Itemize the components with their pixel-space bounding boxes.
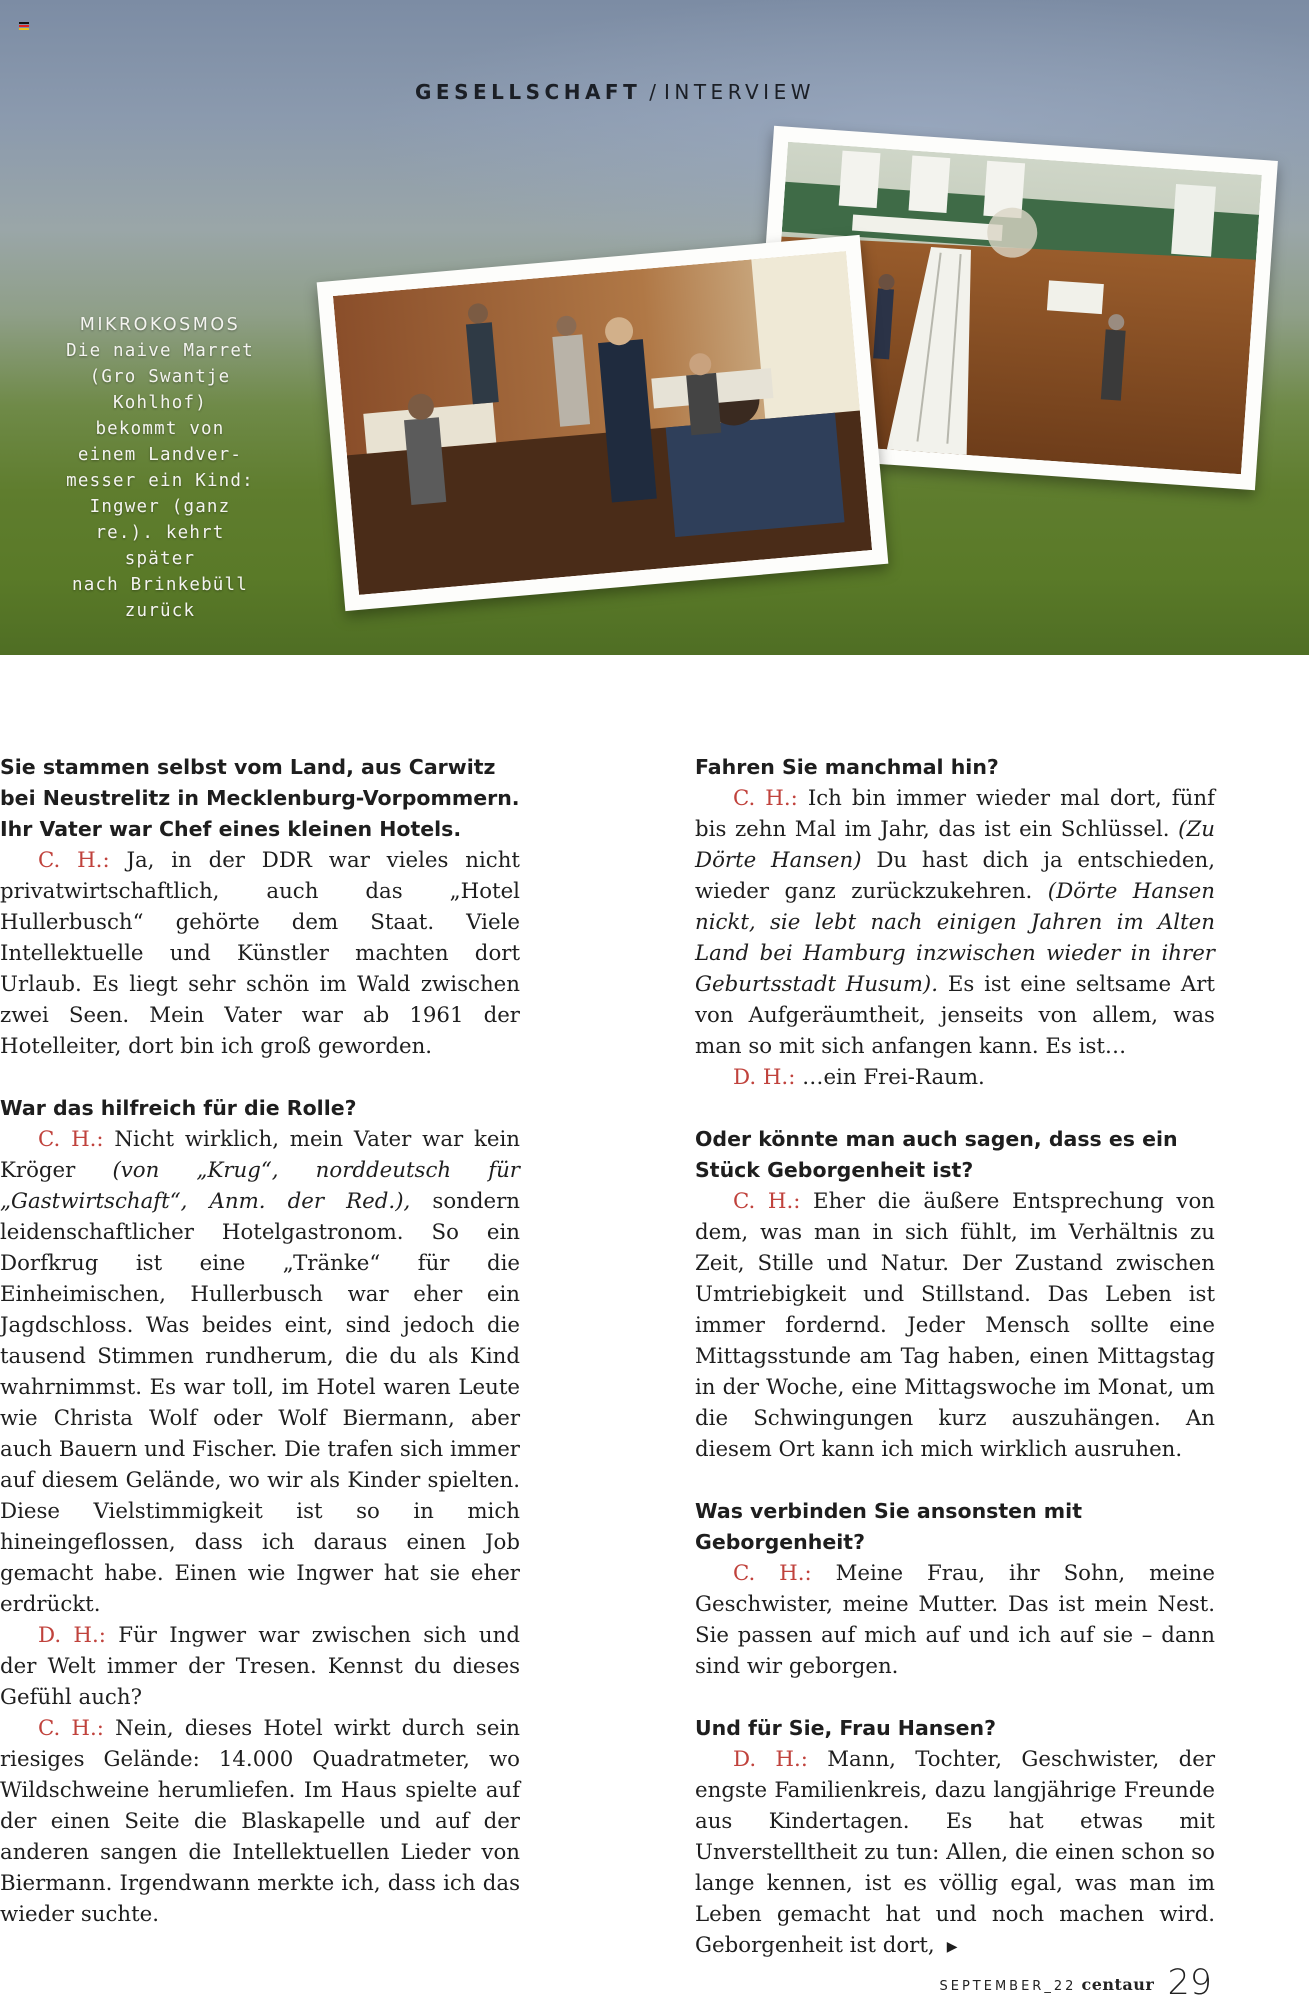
speaker-label: C. H.: — [38, 1716, 104, 1741]
caption-line: messer ein Kind: — [66, 471, 254, 491]
speaker-label: D. H.: — [733, 1747, 808, 1772]
interview-answer — [695, 1062, 1215, 1093]
caption-line: nach Brinkebüll — [71, 575, 249, 595]
article-column-right — [695, 752, 1215, 1963]
interview-question: Sie stammen selbst vom Land, aus Carwitz bei Neustrelitz in Mecklenburg-Vorpommern. Ihr Vater war Chef eines kleinen Hotels. — [0, 755, 520, 841]
speaker-label: C. H.: — [38, 848, 110, 873]
caption-line: re.). kehrt später — [95, 523, 225, 569]
interview-answer — [695, 1558, 1215, 1682]
interview-answer — [695, 783, 1215, 1062]
stage-note: (Zu Dörte Hansen) — [695, 817, 1215, 873]
page-footer — [940, 1963, 1213, 2003]
caption-line: Kohlhof) — [113, 393, 207, 413]
caption-line: (Gro Swantje — [89, 367, 231, 387]
interview-question: Fahren Sie manchmal hin? — [695, 755, 999, 779]
interview-question: Und für Sie, Frau Hansen? — [695, 1716, 996, 1740]
answer-text: Ja, in der DDR war vieles nicht privatwirtschaftlich, auch das „Hotel Hullerbusch“ gehörte dem Staat. Viele Intellektuelle und Künstler machten dort Urlaub. Es liegt sehr schön im Wald zwischen zwei Seen. Mein Vater war ab 1961 der Hotelleiter, dort bin ich groß geworden. — [0, 848, 520, 1059]
section-label: GESELLSCHAFT — [414, 80, 642, 104]
article-column-left — [0, 752, 520, 1930]
caption-line: Ingwer (ganz — [89, 497, 231, 517]
restaurant-illustration — [333, 251, 872, 595]
editor-note: (von „Krug“, norddeutsch für „Gastwirtschaft“, Anm. der Red.), — [0, 1158, 520, 1214]
stage-note: (Dörte Hansen nickt, sie lebt nach einigen Jahren im Alten Land bei Hamburg inzwischen wieder in ihrer Geburtsstadt Husum). — [695, 879, 1215, 997]
photo-restaurant — [317, 235, 889, 611]
answer-text: Für Ingwer war zwischen sich und der Welt immer der Tresen. Kennst du dieses Gefühl auch? — [0, 1623, 520, 1710]
speaker-label: D. H.: — [733, 1065, 796, 1090]
interview-answer — [695, 1744, 1215, 1963]
hero-image — [0, 0, 1309, 655]
answer-text: Du hast dich ja entschieden, wieder ganz zurückzukehren. — [695, 848, 1215, 904]
answer-text: Meine Frau, ihr Sohn, meine Geschwister, meine Mutter. Das ist mein Nest. Sie passen auf mich auf und ich auf sie – dann sind wir geborgen. — [695, 1561, 1215, 1679]
interview-answer — [0, 1124, 520, 1620]
interview-question: Oder könnte man auch sagen, dass es ein Stück Geborgenheit ist? — [695, 1127, 1178, 1182]
answer-text: Es ist eine seltsame Art von Aufgeräumtheit, jenseits von allem, was man so mit sich anfangen kann. Es ist… — [695, 972, 1215, 1059]
caption-line: Die naive Marret — [66, 341, 254, 361]
interview-answer — [0, 845, 520, 1062]
page-number: 29 — [1167, 1963, 1212, 2003]
continue-arrow-icon: ▶ — [946, 1939, 958, 1955]
flag-icon — [19, 22, 29, 29]
speaker-label: C. H.: — [733, 786, 798, 811]
answer-text: sondern leidenschaftlicher Hotelgastronom. So ein Dorfkrug ist eine „Tränke“ für die Einheimischen, Hullerbusch war eher ein Jagdschloss. Was beides eint, sind jedoch die tausend Stimmen rundherum, die du als Kind wahrnimmst. Es war toll, im Hotel waren Leute wie Christa Wolf oder Wolf Biermann, aber auch Bauern und Fischer. Die trafen sich immer auf diesem Gelände, wo wir als Kinder spielten. Diese Vielstimmigkeit ist so in mich hineingeflossen, dass ich daraus einen Job gemacht habe. Einen wie Ingwer hat sie eher erdrückt. — [0, 1189, 520, 1617]
interview-question: War das hilfreich für die Rolle? — [0, 1096, 357, 1120]
caption-line: zurück — [124, 601, 196, 621]
subsection-label: INTERVIEW — [663, 80, 815, 104]
answer-text: Nein, dieses Hotel wirkt durch sein riesiges Gelände: 14.000 Quadratmeter, wo Wildschweine herumliefen. Im Haus spielte auf der einen Seite die Blaskapelle und auf der anderen sangen die Intellektuellen Lieder von Biermann. Irgendwann merkte ich, dass ich das wieder suchte. — [0, 1716, 520, 1927]
answer-text: Ich bin immer wieder mal dort, fünf bis zehn Mal im Jahr, das ist ein Schlüssel. — [695, 786, 1215, 842]
caption-line: bekommt von — [95, 419, 225, 439]
photo-caption — [60, 312, 260, 624]
interview-answer — [0, 1713, 520, 1930]
speaker-label: D. H.: — [38, 1623, 106, 1648]
interview-question: Was verbinden Sie ansonsten mit Geborgenheit? — [695, 1499, 1082, 1554]
answer-text: Nicht wirklich, mein Vater war kein Kröger — [0, 1127, 521, 1183]
section-kicker — [0, 80, 1230, 104]
answer-text: Mann, Tochter, Geschwister, der engste Familienkreis, dazu langjährige Freunde aus Kindertagen. Es hat etwas mit Unverstelltheit zu tun: Allen, die einen schon so lange kennen, ist es völlig egal, was man im Leben gemacht hat und noch machen wird. Geborgenheit ist dort, — [695, 1747, 1215, 1958]
kicker-separator: / — [649, 80, 656, 104]
interview-answer — [0, 1620, 520, 1713]
caption-title: MIKROKOSMOS — [79, 315, 241, 335]
issue-label: SEPTEMBER_22 — [939, 1979, 1077, 1994]
answer-text: Eher die äußere Entsprechung von dem, was man in sich fühlt, im Verhältnis zu Zeit, Stille und Natur. Der Zustand zwischen Umtriebigkeit und Stillstand. Das Leben ist immer fordernd. Jeder Mensch sollte eine Mittagsstunde am Tag haben, einen Mittagstag in der Woche, eine Mittagswoche im Monat, um die Schwingungen kurz auszuhängen. An diesem Ort kann ich mich wirklich ausruhen. — [695, 1189, 1215, 1462]
speaker-label: C. H.: — [38, 1127, 104, 1152]
speaker-label: C. H.: — [733, 1189, 801, 1214]
interview-answer — [695, 1186, 1215, 1465]
caption-line: einem Landver- — [77, 445, 243, 465]
magazine-brand: centaur — [1081, 1975, 1155, 1994]
answer-text: …ein Frei-Raum. — [802, 1065, 985, 1090]
speaker-label: C. H.: — [733, 1561, 812, 1586]
